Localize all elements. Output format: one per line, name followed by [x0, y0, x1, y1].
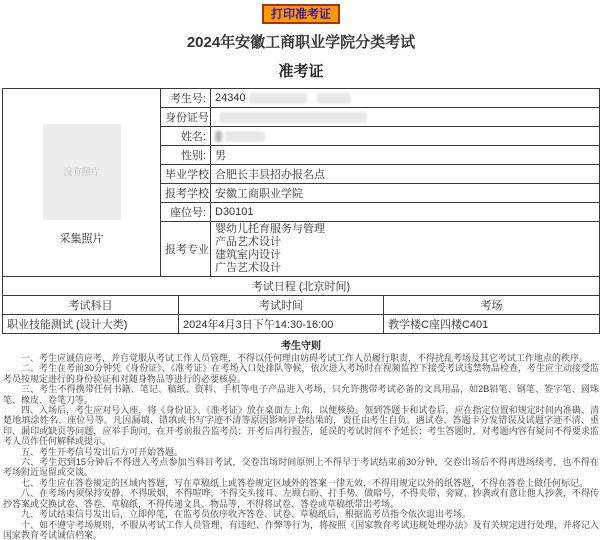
- table-row: [3, 315, 600, 334]
- schedule-room: 教学楼C座四楼C401: [384, 315, 600, 334]
- field-label-gender: 性别:: [161, 146, 211, 165]
- print-ticket-button[interactable]: 打印准考证: [262, 4, 340, 24]
- table-row: [3, 277, 600, 296]
- field-value-gender: 男: [211, 146, 600, 165]
- rules-title: 考生守则: [3, 337, 599, 352]
- rule-item: 九、考试结束信号发出后，立即停笔，在监考员依序收齐答卷、试卷、草稿纸后，根据监考员指令依次退出考场。: [3, 509, 599, 519]
- field-label-name: 姓名:: [161, 127, 211, 146]
- redaction-blur: [317, 93, 351, 104]
- rule-item: 三、考生不得携带任何书籍、笔记、稿纸、资料、手机等电子产品进入考场，只允许携带考试必备的文具用品，如2B铅笔、钢笔、签字笔、圆珠笔、橡皮、卷笔刀等。: [3, 384, 599, 405]
- rule-item: 六、考生迟到15分钟后不得进入考点参加当科目考试，交卷出场时间原则上不得早于考试结束前30分钟，交卷出场后不得再进场续考，也不得在考场附近逗留或交谈。: [3, 457, 599, 478]
- field-value-applied-majors: [211, 222, 600, 277]
- field-label-graduate-school: 毕业学校:: [161, 165, 211, 184]
- redaction-blur: [219, 112, 367, 123]
- photo-cell: [3, 89, 161, 277]
- table-row: [3, 89, 600, 108]
- column-header-subject: 考试科目: [3, 296, 179, 315]
- column-header-room: 考场: [384, 296, 600, 315]
- field-value-graduate-school: 合肥长丰县招办报名点: [211, 165, 600, 184]
- field-value-seat-number: D30101: [211, 203, 600, 222]
- field-label-seat-number: 座位号:: [161, 203, 211, 222]
- field-label-id-number: 身份证号:: [161, 108, 211, 127]
- rule-item: 五、考生开考信号发出后方可开始答题。: [3, 447, 599, 457]
- redaction-blur: [225, 131, 265, 142]
- table-row: [3, 296, 600, 315]
- field-value-name: [211, 127, 600, 146]
- major-item: 广告艺术设计: [215, 262, 595, 275]
- no-photo-text: 没有照片: [63, 165, 99, 178]
- rule-item: 一、考生应诚信应考，并自觉服从考试工作人员管理，不得以任何理由妨碍考试工作人员履行职责，不得扰乱考场及其它考试工作地点的秩序。: [3, 353, 599, 363]
- field-value-candidate-number: [211, 89, 600, 108]
- schedule-section-title: 考试日程 (北京时间): [3, 277, 600, 296]
- examinee-rules-section: [0, 337, 602, 540]
- rule-item: 八、在考场内须保持安静，不得吸烟，不得喧哗，不得交头接耳、左顾右盼、打手势、做暗号，不得夹带、旁窥、抄袭或有意让他人抄袭，不得传抄答案或交换试卷、答卷、草稿纸，不得传递文具、物品等，不得将试卷、答卷或草稿纸带出考场。: [3, 488, 599, 509]
- major-item: 建筑室内设计: [215, 249, 595, 262]
- redaction-blur: [249, 93, 307, 104]
- field-value-id-number: [211, 108, 600, 127]
- field-label-applied-school: 报考学校:: [161, 184, 211, 203]
- schedule-subject: 职业技能测试 (设计大类): [3, 315, 179, 334]
- column-header-time: 考试时间: [179, 296, 384, 315]
- photo-placeholder: [43, 124, 121, 220]
- schedule-time: 2024年4月3日下午14:30-16:00: [179, 315, 384, 334]
- field-label-candidate-number: 考生号:: [161, 89, 211, 108]
- rule-item: 四、入场后，考生应对号入座，将《身份证》、《准考证》放在桌面左上角，以便核验。领到答题卡和试卷后，应在指定位置和规定时间内准确、清楚地填涂姓名、座位号等。凡因漏填、错填或书写字迹不清等原因影响评卷结果的，责任由考生自负。遇试卷、答题卡分发错误及试题字迹不清、重印、漏印或缺页等问题，应举手询问，在开考前报告监考员；开考后再行报告，延误的考试时间不予延长；考生答题时，对考题内容有疑问不得要求监考人员作任何解释或提示。: [3, 405, 599, 447]
- photo-caption: 采集照片: [7, 230, 156, 246]
- print-button-row: [0, 0, 602, 24]
- candidate-info-table: [2, 88, 600, 277]
- ticket-subtitle: 准考证: [0, 60, 602, 81]
- page-title: 2024年安徽工商职业学院分类考试: [0, 31, 602, 52]
- rule-item: 十、如不遵守考场规则，不服从考试工作人员管理，有违纪、作弊等行为，将按照《国家教育考试违规处理办法》及有关规定进行处理，并将记入国家教育考试诚信档案。: [3, 520, 599, 540]
- field-label-applied-majors: 报考专业:: [161, 222, 211, 277]
- partial-character-smudge: [215, 131, 222, 142]
- major-item: 产品艺术设计: [215, 236, 595, 249]
- major-item: 婴幼儿托育服务与管理: [215, 223, 595, 236]
- field-value-applied-school: 安徽工商职业学院: [211, 184, 600, 203]
- exam-schedule-table: [2, 276, 600, 334]
- rule-item: 二、考生在考前30分钟凭《身份证》、《准考证》在考场入口处排队等候，依次进入考场时在视频监控下接受考试违禁物品检查，考生应主动接受监考员按规定进行的身份验证和对随身物品等进行的必要核验。: [3, 363, 599, 384]
- rule-item: 七、考生应在答卷规定的区域内答题，写在草稿纸上或答卷规定区域外的答案一律无效，不得用规定以外的纸答题，不得在答卷上做任何标记。: [3, 478, 599, 488]
- candidate-number-visible: 24340: [215, 92, 246, 104]
